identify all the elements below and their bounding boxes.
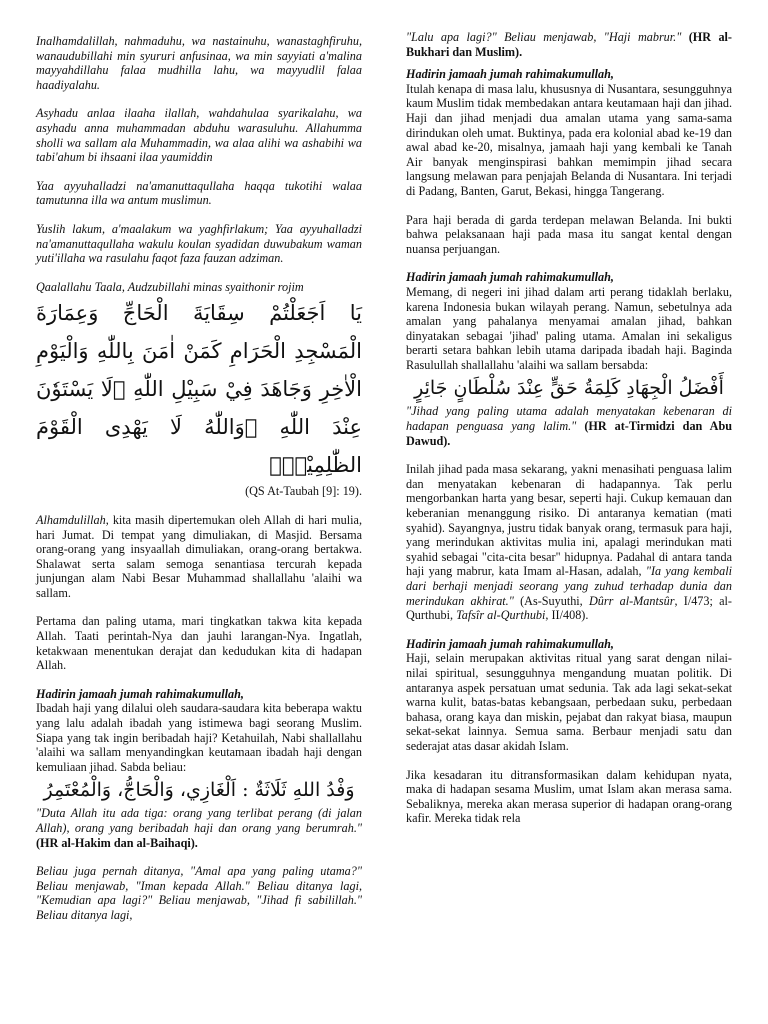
right-column: [406, 30, 732, 826]
hadith-translation: [36, 806, 362, 850]
nusantara-paragraph: Itulah kenapa di masa lalu, khususnya di Nusantara, sesungguhnya kaum Muslim tidak membedakan antara keutamaan haji dan jihad. Haji dan jihad menjadi dua amalan utama yang sama-sama dirindukan oleh umat. Buktinya, pada era kolonial abad ke-19 dan awal abad ke-20, misalnya, jamaah haji yang kembali ke Tanah Air banyak menginspirasi bahkan memimpin jihad secara langsung melawan para penjajah Belanda di Nusantara. Ini terjadi di Padang, Banten, Garut, Bekasi, hingga Tangerang.: [406, 81, 732, 198]
quran-intro: Qaalallahu Taala, Audzubillahi minas syaithonir rojim: [36, 279, 304, 294]
hajj-mabrur-source: (HR al-Bukhari dan Muslim).: [406, 30, 732, 59]
arabic-verse: يَا اَجَعَلْتُمْ سِقَايَةَ الْحَاجِّ وَعِمَارَةَ الْمَسْجِدِ الْحَرَامِ كَمَنْ اٰمَنَ بِاللّٰهِ وَالْيَوْمِ الْاٰخِرِ وَجَاهَدَ فِيْ سَبِيْلِ اللّٰهِ ۗلَا يَسْتَوٗنَ عِنْدَ اللّٰهِ ۗوَاللّٰهُ لَا يَهْدِى الْقَوْمَ الظّٰلِمِيْنَۘ: [36, 301, 362, 478]
arabic-hadith-envoys: وَفْدُ اللهِ ثَلَاثَةٌ : اَلْغَازِي، وَالْحَاجُّ، وَالْمُعْتَمِرُ: [43, 779, 355, 802]
jihad-paragraph: Memang, di negeri ini jihad dalam arti perang tidaklah berlaku, karena Indonesia bukan wilayah perang. Namun, sebetulnya ada amalan yang pahalanya menyamai amalan jihad, bahkan dinyatakan sebagai 'jihad' paling utama. Amalan ini sekaligus berarti setara bahkan lebih utama daripada ibadah haji. Baginda Rasulullah shallallahu 'alaihi wa sallam bersabda:: [406, 284, 732, 372]
present-jihad-paragraph: [406, 462, 732, 623]
alhamdulillah-word: Alhamdulillah: [36, 512, 106, 527]
unity-paragraph: Haji, selain merupakan aktivitas ritual yang sarat dengan nilai-nilai spiritual, sesungguhnya mengandung muatan politik. Di antaranya aspek persatuan umat sedunia. Tak ada lagi sekat-sekat warna kulit, batas-batas kebangsaan, perbedaan suku, perbedaan bahasa, orang kaya dan miskin, pejabat dan rakyat biasa, maupun sekat-sekat lainnya. Semua sama. Berbaur menjadi satu dan sederajat atas dasar akidah Islam.: [406, 651, 732, 753]
section-heading: Hadirin jamaah jumah rahimakumullah,: [406, 67, 614, 82]
imam-hasan-quote: "Ia yang kembali dari berhaji menjadi seorang yang zuhud terhadap dunia dan merindukan akhirat.": [406, 564, 732, 608]
hadith-translation-text: "Duta Allah itu ada tiga: orang yang terlibat perang (di jalan Allah), orang yang beribadah haji dan orang yang berumrah.": [36, 806, 362, 835]
present-jihad-text: Inilah jihad pada masa sekarang, yakni menasihati penguasa lalim dan menyatakan kebenaran di hadapannya. Tak perlu mengorbankan harta yang besar, seperti haji. Cukup kemauan dan keberanian menanggung risiko. Di antaranya kematian (mati syahid). Sayangnya, justru tidak banyak orang, termasuk para haji, yang merindukan aktivitas mulia ini, apalagi merindukan mati syahid sebagai "cita-cita besar" hidupnya. Padahal di antara tanda haji yang mabrur, kata Imam al-Hasan, adalah,: [406, 462, 732, 579]
citation-book: Tafsîr al-Qurthubi: [456, 608, 546, 623]
best-jihad-source: (HR at-Tirmidzi dan Abu Dawud).: [406, 419, 733, 448]
citation-part: (As-Suyuthi,: [513, 593, 589, 608]
citation-part: , II/408).: [545, 608, 589, 623]
front-line-paragraph: Para haji berada di garda terdepan melawan Belanda. Ini bukti bahwa pelaksanaan haji pada masa itu sangat kental dengan nuansa perjuangan.: [406, 212, 732, 256]
taqwa-paragraph: Pertama dan paling utama, mari tingkatkan takwa kita kepada Allah. Taati perintah-Nya dan jauhi larangan-Nya. Ingatlah, ketakwaan menentukan derajat dan kedudukan kita di hadapan Allah.: [36, 614, 362, 673]
citation-part: , I/473; al-Qurthubi,: [406, 593, 732, 623]
arabic-hadith-best-jihad: أَفْضَلُ الْجِهَادِ كَلِمَةُ حَقٍّ عِنْدَ سُلْطَانٍ جَائِرٍ: [414, 377, 724, 400]
taqwa-exhortation: Yaa ayyuhalladzi na'amanuttaqullaha haqqa tukotihi walaa tamutunna illa wa antum muslimun.: [36, 178, 362, 208]
hajj-mabrur-quote: "Lalu apa lagi?" Beliau menjawab, "Haji mabrur.": [406, 30, 682, 44]
section-heading: Hadirin jamaah jumah rahimakumullah,: [406, 270, 614, 285]
best-deed-paragraph: Beliau juga pernah ditanya, "Amal apa yang paling utama?" Beliau menjawab, "Iman kepada Allah." Beliau ditanya lagi, "Kemudian apa lagi?" Beliau menjawab, "Jihad fi sabilillah." Beliau ditanya lagi,: [36, 864, 362, 922]
awareness-paragraph: Jika kesadaran itu ditransformasikan dalam kehidupan nyata, maka di hadapan sesama Muslim, umat Islam akan merasa sama. Sebaliknya, mereka akan merasa superior di hadapan orang-orang kafir. Mereka tidak rela: [406, 767, 732, 826]
hajj-paragraph: Ibadah haji yang dilalui oleh saudara-saudara kita beberapa waktu yang lalu adalah ibadah yang istimewa bagi seorang Muslim. Siapa yang tak ingin beribadah haji? Ketahuilah, Nabi shallallahu 'alaihi wa sallam menyandingkan keutamaan ibadah haji dengan kemuliaan jihad. Sabda beliau:: [36, 701, 362, 774]
best-jihad-translation: [406, 404, 732, 448]
righteous-deeds-paragraph: Yuslih lakum, a'maalakum wa yaghfirlakum; Yaa ayyuhalladzi na'amanuttaqullaha wakulu koulan syadidan duwubakum waman yuti'illaha wa rasulahu faqot faza fauzan adziman.: [36, 221, 362, 266]
hajj-mabrur-paragraph: [406, 30, 732, 59]
alhamdulillah-paragraph: [36, 513, 362, 601]
section-heading: Hadirin jamaah jumah rahimakumullah,: [406, 636, 614, 651]
verse-reference: (QS At-Taubah [9]: 19).: [245, 484, 362, 499]
opening-praise: Inalhamdalillah, nahmaduhu, wa nastainuhu, wanastaghfiruhu, wanaudubillahi min syururi anfusinaa, wa min sayyiati a'malina mayyahdillahu falaa mudhilla lahu, wa mayyudlil falaa haadiyalahu.: [36, 34, 362, 92]
best-jihad-quote: "Jihad yang paling utama adalah menyatakan kebenaran di hadapan penguasa yang lalim.": [406, 404, 732, 434]
citation-book: Dûrr al-Mantsûr: [588, 593, 675, 608]
hadith-source: (HR al-Hakim dan al-Baihaqi).: [36, 835, 198, 850]
alhamdulillah-text: , kita masih dipertemukan oleh Allah di hari mulia, hari Jumat. Di tempat yang dimuliakan, di Masjid. Bersama orang-orang yang insyaallah dimuliakan, orang-orang bertakwa. Shalawat serta salam semoga senantiasa tercurah kepada junjungan alam Nabi Besar Muhammad shallallahu 'alaihi wa sallam.: [36, 512, 362, 600]
section-heading: Hadirin jamaah jumah rahimakumullah,: [36, 686, 244, 701]
left-column: [36, 34, 362, 923]
shahada-paragraph: Asyhadu anlaa ilaaha ilallah, wahdahulaa syarikalahu, wa asyhadu anna muhammadan abduhu warasuluhu. Allahumma sholli wa sallam ala Muhammadin, wa alaa alihi wa ashabihi wa tabi'ahum bi ihsaani ilaa yaumiddin: [36, 106, 362, 165]
